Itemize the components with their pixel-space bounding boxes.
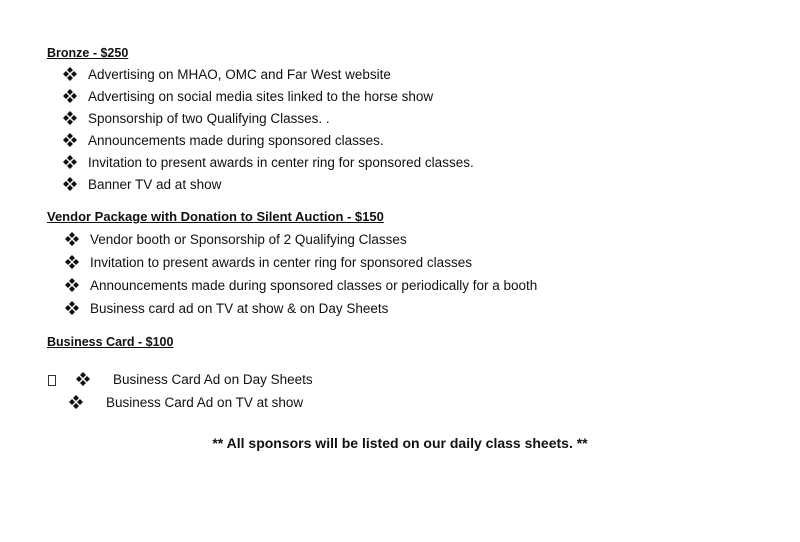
list-item (62, 88, 433, 104)
list-item (64, 277, 537, 293)
diamond-bullet-icon (62, 110, 78, 126)
list-item (64, 231, 407, 247)
diamond-bullet-icon (64, 300, 80, 316)
list-item (62, 176, 221, 192)
list-item (62, 110, 330, 126)
list-item-text: Advertising on social media sites linked to the horse show (88, 88, 434, 104)
diamond-bullet-icon (68, 394, 84, 410)
diamond-bullet-icon (62, 176, 78, 192)
business-card-heading: Business Card - $100 (47, 335, 174, 349)
vendor-heading: Vendor Package with Donation to Silent Auction - $150 (47, 209, 384, 224)
list-item (62, 66, 391, 82)
list-item-text: Invitation to present awards in center ring for sponsored classes (90, 254, 472, 270)
list-item-text: Banner TV ad at show (88, 176, 222, 192)
footer-note: ** All sponsors will be listed on our daily class sheets. ** (212, 435, 588, 451)
list-item (64, 254, 472, 270)
list-item-text: Advertising on MHAO, OMC and Far West website (88, 66, 391, 82)
list-item-text: Business card ad on TV at show & on Day Sheets (90, 300, 389, 316)
bronze-heading: Bronze - $250 (47, 46, 129, 60)
diamond-bullet-icon (75, 371, 91, 387)
list-item (64, 300, 388, 316)
diamond-bullet-icon (62, 132, 78, 148)
list-item (62, 132, 384, 148)
list-item-text: Announcements made during sponsored classes. (88, 132, 384, 148)
list-item (68, 394, 303, 410)
list-item-text: Sponsorship of two Qualifying Classes. . (88, 110, 330, 126)
list-item-text: Business Card Ad on Day Sheets (113, 371, 313, 387)
diamond-bullet-icon (64, 231, 80, 247)
list-item-text: Business Card Ad on TV at show (106, 394, 304, 410)
list-item (75, 371, 313, 387)
diamond-bullet-icon (64, 254, 80, 270)
empty-box-glyph (48, 375, 56, 386)
list-item (62, 154, 474, 170)
diamond-bullet-icon (62, 88, 78, 104)
diamond-bullet-icon (62, 154, 78, 170)
list-item-text: Vendor booth or Sponsorship of 2 Qualifying Classes (90, 231, 407, 247)
diamond-bullet-icon (62, 66, 78, 82)
list-item-text: Announcements made during sponsored classes or periodically for a booth (90, 277, 538, 293)
list-item-text: Invitation to present awards in center ring for sponsored classes. (88, 154, 474, 170)
diamond-bullet-icon (64, 277, 80, 293)
